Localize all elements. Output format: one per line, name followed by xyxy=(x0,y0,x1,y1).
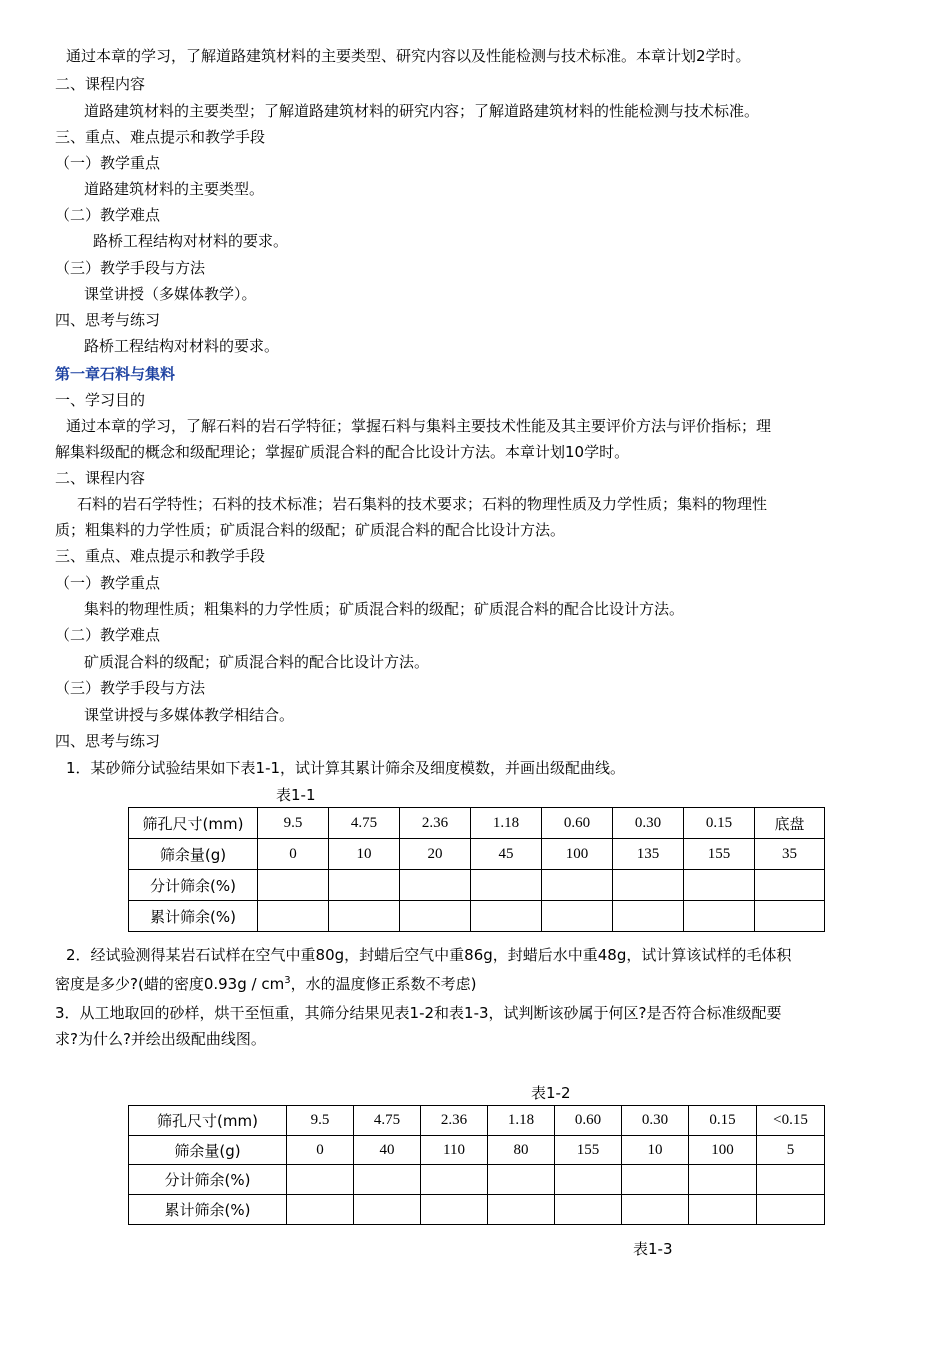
table-cell xyxy=(622,1195,689,1225)
intro-objective-text: 通过本章的学习，了解道路建筑材料的主要类型、研究内容以及性能检测与技术标准。本章计划2学时。 xyxy=(66,47,751,65)
ch1-objectives-line2: 解集料级配的概念和级配理论；掌握矿质混合料的配合比设计方法。本章计划10学时。 xyxy=(55,443,630,461)
intro-difficulty-text: 路桥工程结构对材料的要求。 xyxy=(93,232,289,250)
table-cell: 35 xyxy=(755,839,825,870)
table-cell: 80 xyxy=(488,1136,555,1165)
table-cell: 1.18 xyxy=(488,1106,555,1136)
table-cell xyxy=(471,870,542,901)
question-3-line2: 求?为什么?并绘出级配曲线图。 xyxy=(55,1030,266,1048)
table-cell: 10 xyxy=(329,839,400,870)
table-cell: 2.36 xyxy=(421,1106,488,1136)
table-cell: 0.60 xyxy=(542,808,613,839)
table-1-3-caption: 表1-3 xyxy=(633,1240,673,1258)
table-row xyxy=(129,808,825,839)
row-header-retained-mass: 筛余量(g) xyxy=(129,1136,287,1165)
row-header-partial-retained: 分计筛余(%) xyxy=(129,870,258,901)
table-cell xyxy=(613,870,684,901)
intro-subheading-focus: （一）教学重点 xyxy=(55,154,161,172)
table-cell xyxy=(542,901,613,932)
table-cell: 5 xyxy=(757,1136,825,1165)
ch1-difficulty-text: 矿质混合料的级配；矿质混合料的配合比设计方法。 xyxy=(84,653,430,671)
table-cell xyxy=(400,870,471,901)
table-cell xyxy=(287,1165,354,1195)
table-cell: 155 xyxy=(684,839,755,870)
table-cell: 155 xyxy=(555,1136,622,1165)
table-row xyxy=(129,1195,825,1225)
table-cell xyxy=(689,1195,757,1225)
table-cell: 20 xyxy=(400,839,471,870)
table-cell xyxy=(622,1165,689,1195)
table-cell: 0.15 xyxy=(689,1106,757,1136)
table-cell: 110 xyxy=(421,1136,488,1165)
table-row xyxy=(129,901,825,932)
ch1-heading-key-points: 三、重点、难点提示和教学手段 xyxy=(55,547,266,565)
table-row xyxy=(129,1165,825,1195)
table-cell xyxy=(329,870,400,901)
table-cell: 0.30 xyxy=(613,808,684,839)
table-row xyxy=(129,1136,825,1165)
intro-heading-exercises: 四、思考与练习 xyxy=(55,311,161,329)
intro-exercises-text: 路桥工程结构对材料的要求。 xyxy=(84,337,280,355)
table-cell xyxy=(684,870,755,901)
question-1: 1．某砂筛分试验结果如下表1-1，试计算其累计筛余及细度模数，并画出级配曲线。 xyxy=(66,759,626,777)
table-cell: 0.30 xyxy=(622,1106,689,1136)
intro-subheading-difficulty: （二）教学难点 xyxy=(55,206,161,224)
table-cell xyxy=(488,1195,555,1225)
table-cell: 100 xyxy=(689,1136,757,1165)
table-cell: <0.15 xyxy=(757,1106,825,1136)
row-header-partial-retained: 分计筛余(%) xyxy=(129,1165,287,1195)
table-cell xyxy=(613,901,684,932)
row-header-cumulative-retained: 累计筛余(%) xyxy=(129,1195,287,1225)
table-cell xyxy=(755,901,825,932)
table-cell xyxy=(757,1165,825,1195)
table-cell xyxy=(287,1195,354,1225)
row-header-retained-mass: 筛余量(g) xyxy=(129,839,258,870)
table-row xyxy=(129,839,825,870)
table-cell: 10 xyxy=(622,1136,689,1165)
table-cell xyxy=(258,901,329,932)
table-cell: 0 xyxy=(287,1136,354,1165)
table-cell: 0.60 xyxy=(555,1106,622,1136)
question-3-line1: 3．从工地取回的砂样，烘干至恒重，其筛分结果见表1-2和表1-3，试判断该砂属于何区?是否符合标准级配要 xyxy=(55,1004,782,1022)
table-cell xyxy=(400,901,471,932)
ch1-objectives-line1: 通过本章的学习，了解石料的岩石学特征；掌握石料与集料主要技术性能及其主要评价方法与评价指标；理 xyxy=(66,417,772,435)
table-cell xyxy=(684,901,755,932)
row-header-sieve-size: 筛孔尺寸(mm) xyxy=(129,808,258,839)
intro-content-text: 道路建筑材料的主要类型；了解道路建筑材料的研究内容；了解道路建筑材料的性能检测与技术标准。 xyxy=(84,102,760,120)
row-header-cumulative-retained: 累计筛余(%) xyxy=(129,901,258,932)
table-cell xyxy=(555,1165,622,1195)
table-row xyxy=(129,1106,825,1136)
ch1-heading-exercises: 四、思考与练习 xyxy=(55,732,161,750)
table-cell xyxy=(689,1165,757,1195)
intro-subheading-methods: （三）教学手段与方法 xyxy=(55,259,206,277)
ch1-content-line2: 质；粗集料的力学性质；矿质混合料的级配；矿质混合料的配合比设计方法。 xyxy=(55,521,566,539)
table-1-2-caption: 表1-2 xyxy=(531,1084,571,1102)
table-1-1-caption: 表1-1 xyxy=(276,786,316,804)
ch1-subheading-difficulty: （二）教学难点 xyxy=(55,626,161,644)
table-cell xyxy=(421,1195,488,1225)
question-2-text-a: 密度是多少?(蜡的密度0.93g / cm xyxy=(55,975,285,993)
table-cell: 底盘 xyxy=(755,808,825,839)
table-cell: 40 xyxy=(354,1136,421,1165)
table-1-1 xyxy=(128,807,825,932)
intro-heading-key-points: 三、重点、难点提示和教学手段 xyxy=(55,128,266,146)
chapter-title: 第一章石料与集料 xyxy=(55,365,176,383)
table-cell xyxy=(421,1165,488,1195)
ch1-methods-text: 课堂讲授与多媒体教学相结合。 xyxy=(84,706,295,724)
table-cell: 0 xyxy=(258,839,329,870)
question-2-line2 xyxy=(55,974,476,994)
table-cell xyxy=(542,870,613,901)
table-cell: 4.75 xyxy=(329,808,400,839)
table-cell: 100 xyxy=(542,839,613,870)
table-1-2 xyxy=(128,1105,825,1225)
intro-heading-content: 二、课程内容 xyxy=(55,75,146,93)
row-header-sieve-size: 筛孔尺寸(mm) xyxy=(129,1106,287,1136)
intro-focus-text: 道路建筑材料的主要类型。 xyxy=(84,180,265,198)
table-cell xyxy=(755,870,825,901)
table-cell: 9.5 xyxy=(258,808,329,839)
ch1-subheading-methods: （三）教学手段与方法 xyxy=(55,679,206,697)
ch1-heading-objectives: 一、学习目的 xyxy=(55,391,146,409)
question-2-line1: 2．经试验测得某岩石试样在空气中重80g，封蜡后空气中重86g，封蜡后水中重48g，试计算该试样的毛体积 xyxy=(66,946,792,964)
table-cell: 4.75 xyxy=(354,1106,421,1136)
table-row xyxy=(129,870,825,901)
table-cell: 0.15 xyxy=(684,808,755,839)
table-cell xyxy=(555,1195,622,1225)
intro-methods-text: 课堂讲授（多媒体教学）。 xyxy=(84,285,257,303)
table-cell: 135 xyxy=(613,839,684,870)
table-cell: 2.36 xyxy=(400,808,471,839)
table-cell: 45 xyxy=(471,839,542,870)
table-cell xyxy=(471,901,542,932)
table-cell: 1.18 xyxy=(471,808,542,839)
table-cell xyxy=(757,1195,825,1225)
superscript-3: 3 xyxy=(284,975,291,986)
table-cell xyxy=(329,901,400,932)
question-2-text-b: ，水的温度修正系数不考虑) xyxy=(290,975,477,993)
ch1-heading-content: 二、课程内容 xyxy=(55,469,146,487)
table-cell xyxy=(488,1165,555,1195)
ch1-content-line1: 石料的岩石学特性；石料的技术标准；岩石集料的技术要求；石料的物理性质及力学性质；集料的物理性 xyxy=(77,495,768,513)
ch1-focus-text: 集料的物理性质；粗集料的力学性质；矿质混合料的级配；矿质混合料的配合比设计方法。 xyxy=(84,600,685,618)
ch1-subheading-focus: （一）教学重点 xyxy=(55,574,161,592)
table-cell: 9.5 xyxy=(287,1106,354,1136)
table-cell xyxy=(354,1195,421,1225)
table-cell xyxy=(354,1165,421,1195)
table-cell xyxy=(258,870,329,901)
